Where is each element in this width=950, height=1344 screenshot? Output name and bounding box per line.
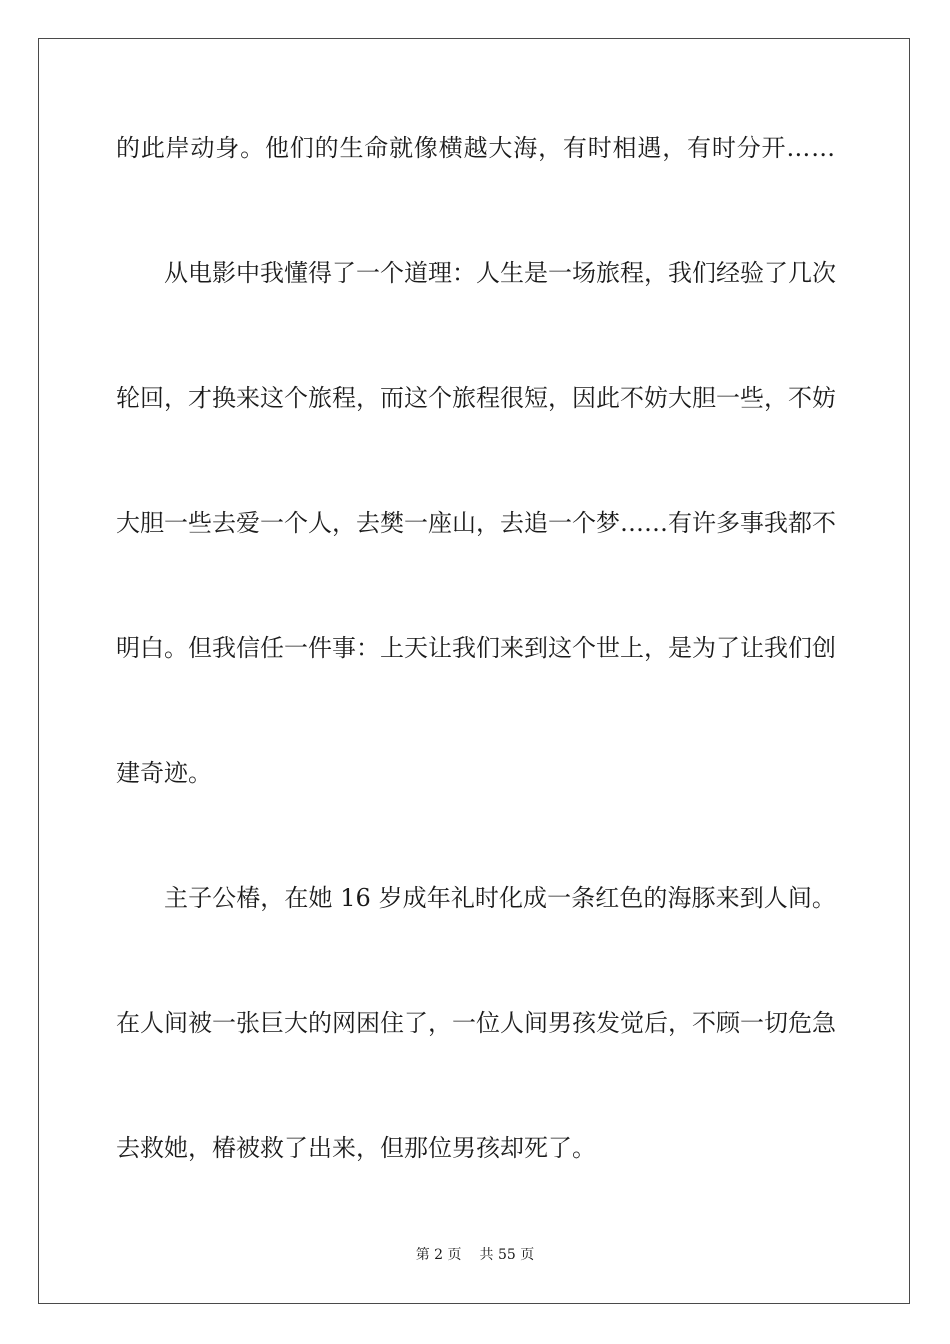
total-pages: 共 55 页 bbox=[479, 1247, 535, 1263]
page-number: 第 2 页 bbox=[415, 1247, 462, 1263]
text-line: 轮回，才换来这个旅程，而这个旅程很短，因此不妨大胆一些，不妨 bbox=[116, 384, 836, 412]
text-line: 的此岸动身。他们的生命就像横越大海，有时相遇，有时分开…… bbox=[116, 134, 836, 162]
paragraph-start-line: 从电影中我懂得了一个道理：人生是一场旅程，我们经验了几次 bbox=[164, 259, 836, 287]
text-line: 大胆一些去爱一个人，去樊一座山，去追一个梦……有许多事我都不 bbox=[116, 509, 836, 537]
text-line: 去救她，椿被救了出来，但那位男孩却死了。 bbox=[116, 1134, 596, 1162]
page-footer bbox=[0, 1245, 950, 1265]
paragraph-start-line: 主子公椿，在她 16 岁成年礼时化成一条红色的海豚来到人间。 bbox=[164, 884, 836, 912]
text-line: 建奇迹。 bbox=[116, 759, 212, 787]
text-line: 明白。但我信任一件事：上天让我们来到这个世上，是为了让我们创 bbox=[116, 634, 836, 662]
text-line: 在人间被一张巨大的网困住了，一位人间男孩发觉后，不顾一切危急 bbox=[116, 1009, 836, 1037]
page-border bbox=[38, 38, 910, 1304]
